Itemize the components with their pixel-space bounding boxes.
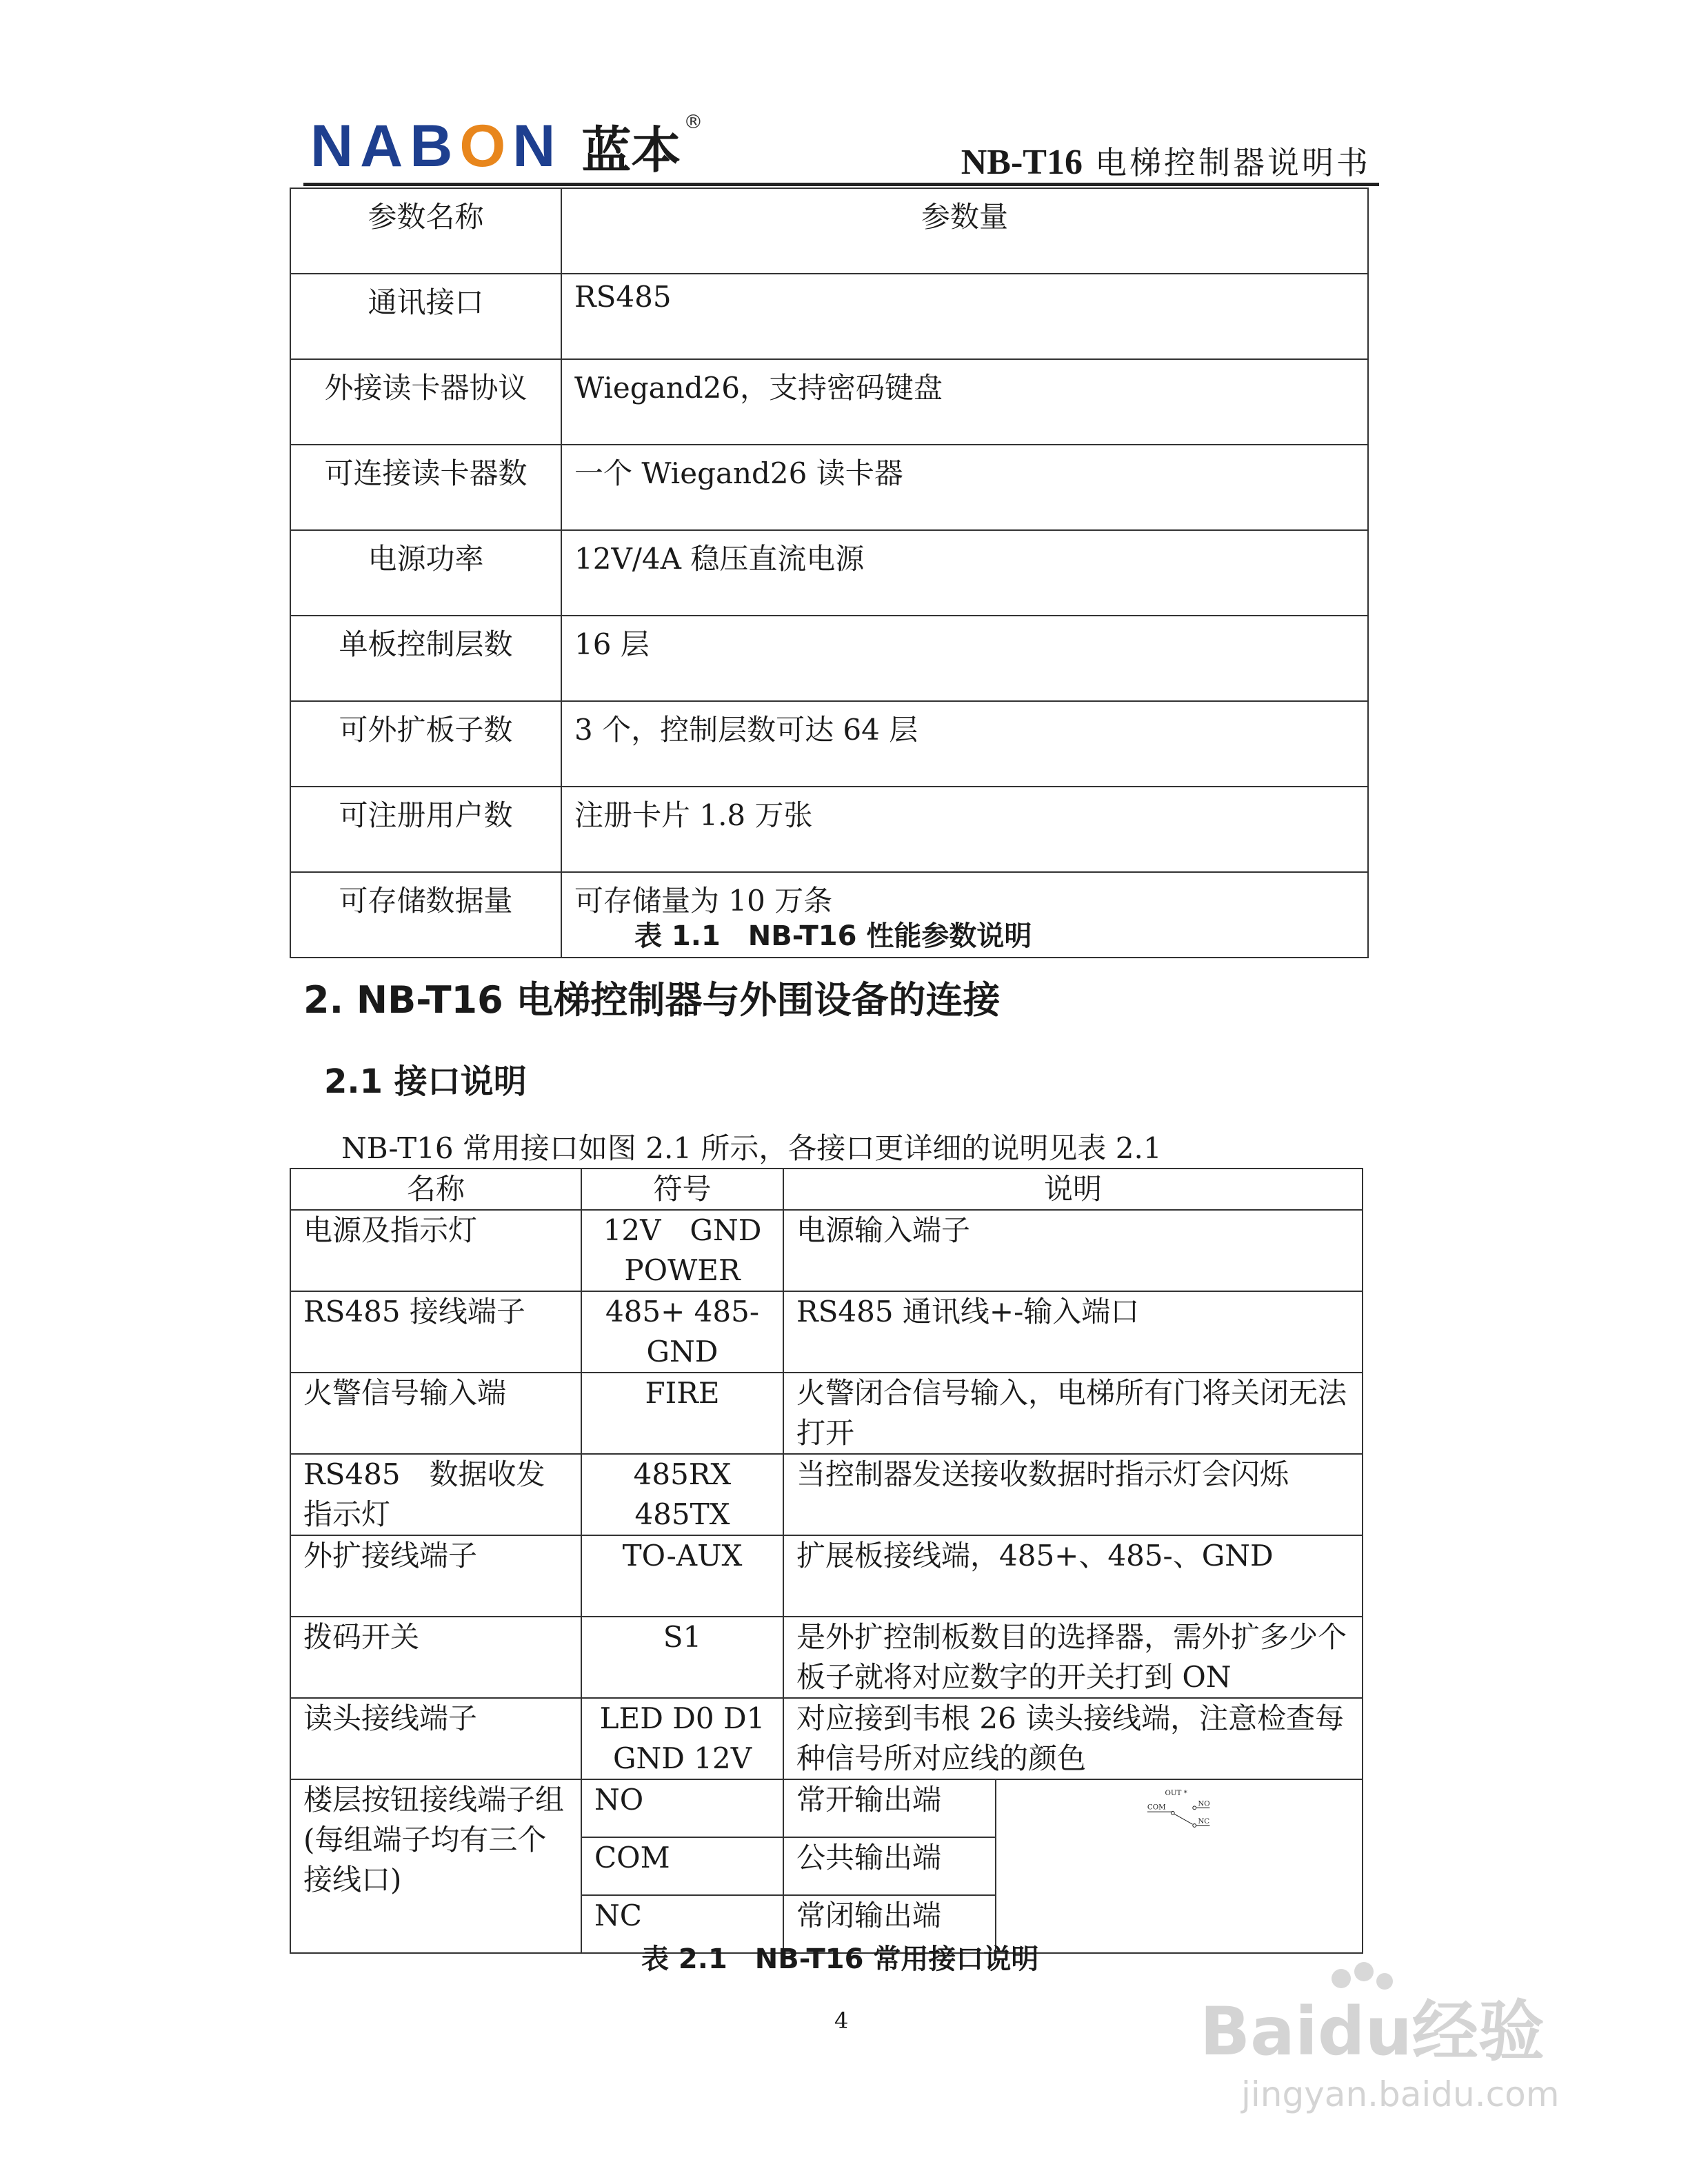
performance-table <box>290 188 1369 958</box>
iface-desc: 电源输入端子 <box>783 1210 1363 1291</box>
symbol-line: S1 <box>663 1620 702 1654</box>
param-name: 可注册用户数 <box>290 787 561 872</box>
param-value: 16 层 <box>561 616 1368 701</box>
iface-symbol <box>581 1373 783 1454</box>
table-row <box>290 1779 1363 1837</box>
brand-logo <box>310 110 703 182</box>
header-cell: 名称 <box>290 1169 581 1210</box>
param-name: 外接读卡器协议 <box>290 359 561 445</box>
iface-symbol <box>581 1454 783 1535</box>
title-text: 电梯控制器说明书 <box>1095 144 1371 181</box>
table-row <box>290 1535 1363 1617</box>
table-row <box>290 1210 1363 1291</box>
iface-symbol: NC <box>581 1895 783 1953</box>
iface-desc: 当控制器发送接收数据时指示灯会闪烁 <box>783 1454 1363 1535</box>
table-2-caption: 表 2.1 NB-T16 常用接口说明 <box>641 1943 1039 1975</box>
param-value: 12V/4A 稳压直流电源 <box>561 530 1368 616</box>
iface-name: 拨码开关 <box>290 1617 581 1698</box>
symbol-line: POWER <box>624 1253 741 1287</box>
symbol-line: 485+ 485- <box>605 1295 760 1328</box>
table-row <box>290 1698 1363 1779</box>
iface-desc: RS485 通讯线+-输入端口 <box>783 1291 1363 1373</box>
param-value: 可存储量为 10 万条 <box>561 872 1368 958</box>
table-row <box>290 616 1368 701</box>
symbol-line: GND <box>646 1335 719 1368</box>
nc-terminal <box>1193 1824 1196 1828</box>
symbol-line: LED D0 D1 <box>599 1701 765 1735</box>
header-cell: 说明 <box>783 1169 1363 1210</box>
table-row <box>290 701 1368 787</box>
iface-symbol <box>581 1535 783 1617</box>
iface-desc: 常闭输出端 <box>783 1895 996 1953</box>
com-terminal <box>1171 1811 1174 1814</box>
header-divider <box>303 183 1379 186</box>
iface-name: RS485 接线端子 <box>290 1291 581 1373</box>
table-header-row <box>290 188 1368 274</box>
model-name: NB-T16 <box>961 143 1083 182</box>
table-row <box>290 530 1368 616</box>
table-row <box>290 1373 1363 1454</box>
relay-switch-diagram <box>996 1780 1362 1837</box>
iface-symbol <box>581 1617 783 1698</box>
header-cell: 参数量 <box>561 188 1368 274</box>
iface-desc: 常开输出端 <box>783 1779 996 1837</box>
symbol-line: 485RX <box>633 1457 732 1491</box>
watermark-url: jingyan.baidu.com <box>1241 2074 1560 2114</box>
table-row <box>290 787 1368 872</box>
paw-icon <box>1332 1969 1351 1988</box>
table-row <box>290 1617 1363 1698</box>
symbol-line: FIRE <box>645 1376 720 1410</box>
diagram-label-out: OUT * <box>1165 1789 1187 1798</box>
header-cell: 符号 <box>581 1169 783 1210</box>
iface-symbol <box>581 1210 783 1291</box>
iface-desc: 火警闭合信号输入，电梯所有门将关闭无法打开 <box>783 1373 1363 1454</box>
iface-desc: 扩展板接线端，485+、485-、GND <box>783 1535 1363 1617</box>
iface-name: 楼层按钮接线端子组(每组端子均有三个接线口) <box>290 1779 581 1953</box>
param-name: 电源功率 <box>290 530 561 616</box>
subsection-heading: 2.1 接口说明 <box>324 1062 527 1101</box>
table-row <box>290 1291 1363 1373</box>
switch-arm <box>1174 1814 1193 1824</box>
param-name: 可存储数据量 <box>290 872 561 958</box>
iface-name: 外扩接线端子 <box>290 1535 581 1617</box>
table-row <box>290 274 1368 359</box>
relay-diagram-cell <box>996 1779 1363 1953</box>
param-value: 一个 Wiegand26 读卡器 <box>561 445 1368 530</box>
table-1-caption: 表 1.1 NB-T16 性能参数说明 <box>634 920 1032 952</box>
page-number: 4 <box>834 2008 849 2034</box>
header-cell: 参数名称 <box>290 188 561 274</box>
symbol-line: 12V GND <box>603 1213 762 1247</box>
registered-mark: ® <box>683 110 703 133</box>
param-value: RS485 <box>561 274 1368 359</box>
baidu-watermark <box>1186 1958 1572 2130</box>
iface-name: RS485 数据收发指示灯 <box>290 1454 581 1535</box>
logo-chinese: 蓝本 <box>581 121 681 179</box>
diagram-label-no: NO <box>1198 1799 1210 1808</box>
symbol-line: GND 12V <box>612 1741 752 1775</box>
param-value: Wiegand26，支持密码键盘 <box>561 359 1368 445</box>
diagram-label-com: COM <box>1147 1803 1166 1812</box>
iface-name: 火警信号输入端 <box>290 1373 581 1454</box>
symbol-line: TO-AUX <box>622 1539 743 1573</box>
interface-table <box>290 1168 1363 1954</box>
document-title <box>961 138 1371 183</box>
watermark-brand: Baidu经验 <box>1200 1993 1545 2070</box>
symbol-line: 485TX <box>634 1497 730 1531</box>
param-name: 可连接读卡器数 <box>290 445 561 530</box>
table-header-row <box>290 1169 1363 1210</box>
iface-symbol <box>581 1291 783 1373</box>
iface-desc: 对应接到韦根 26 读头接线端，注意检查每种信号所对应线的颜色 <box>783 1698 1363 1779</box>
section-heading: 2. NB-T16 电梯控制器与外围设备的连接 <box>303 978 1001 1022</box>
iface-symbol <box>581 1698 783 1779</box>
param-value: 注册卡片 1.8 万张 <box>561 787 1368 872</box>
iface-name: 读头接线端子 <box>290 1698 581 1779</box>
paw-icon <box>1354 1962 1374 1981</box>
diagram-label-nc: NC <box>1198 1817 1210 1826</box>
logo-english: NABON <box>310 112 563 179</box>
iface-name: 电源及指示灯 <box>290 1210 581 1291</box>
table-row <box>290 445 1368 530</box>
iface-symbol: NO <box>581 1779 783 1837</box>
param-value: 3 个，控制层数可达 64 层 <box>561 701 1368 787</box>
intro-paragraph: NB-T16 常用接口如图 2.1 所示，各接口更详细的说明见表 2.1 <box>341 1131 1162 1165</box>
param-name: 通讯接口 <box>290 274 561 359</box>
param-name: 单板控制层数 <box>290 616 561 701</box>
table-row <box>290 1454 1363 1535</box>
paw-icon <box>1376 1973 1393 1990</box>
no-terminal <box>1193 1806 1196 1810</box>
iface-desc: 公共输出端 <box>783 1837 996 1895</box>
table-row <box>290 359 1368 445</box>
iface-symbol: COM <box>581 1837 783 1895</box>
param-name: 可外扩板子数 <box>290 701 561 787</box>
iface-desc: 是外扩控制板数目的选择器，需外扩多少个板子就将对应数字的开关打到 ON <box>783 1617 1363 1698</box>
